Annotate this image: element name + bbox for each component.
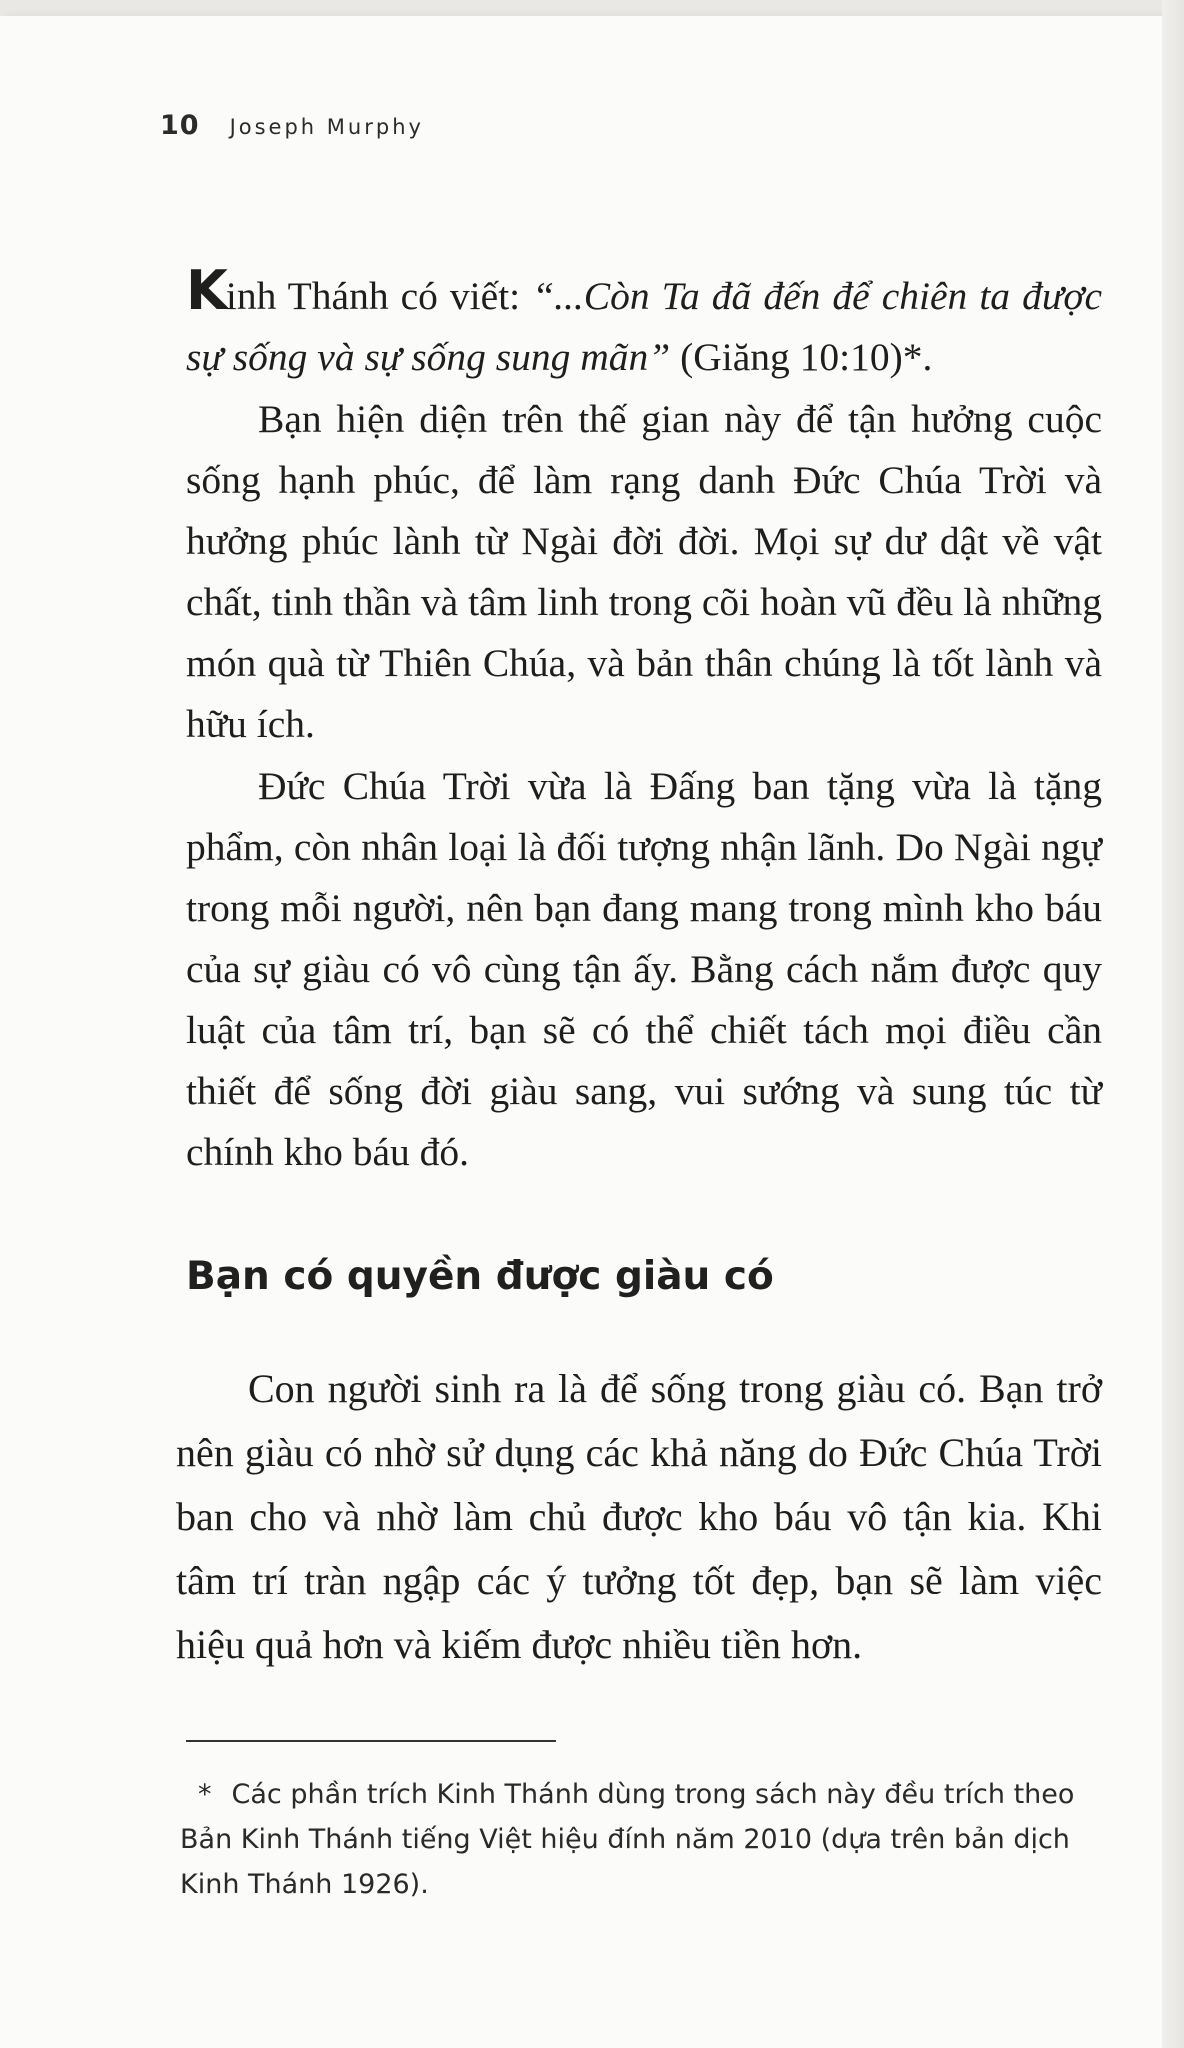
book-page bbox=[0, 16, 1164, 2048]
footnote-text: Các phần trích Kinh Thánh dùng trong sách này đều trích theo Bản Kinh Thánh tiếng Việt hiệu đính năm 2010 (dựa trên bản dịch Kinh Thánh 1926). bbox=[180, 1779, 1075, 1900]
page-number: 10 bbox=[160, 110, 200, 141]
scripture-citation: (Giăng 10:10)*. bbox=[670, 335, 933, 379]
section-paragraph: Con người sinh ra là để sống trong giàu có. Bạn trở nên giàu có nhờ sử dụng các khả năng do Đức Chúa Trời ban cho và nhờ làm chủ được kho báu vô tận kia. Khi tâm trí tràn ngập các ý tưởng tốt đẹp, bạn sẽ làm việc hiệu quả hơn và kiếm được nhiều tiền hơn. bbox=[176, 1366, 1102, 1667]
body-text bbox=[186, 259, 1102, 1183]
section-body bbox=[176, 1356, 1102, 1677]
footnote-mark: * bbox=[198, 1779, 212, 1810]
drop-cap: K bbox=[186, 259, 226, 322]
section-heading: Bạn có quyền được giàu có bbox=[186, 1254, 774, 1299]
paragraph: Đức Chúa Trời vừa là Đấng ban tặng vừa là tặng phẩm, còn nhân loại là đối tượng nhận lãnh. Do Ngài ngự trong mỗi người, nên bạn đang mang trong mình kho báu của sự giàu có vô cùng tận ấy. Bằng cách nắm được quy luật của tâm trí, bạn sẽ có thể chiết tách mọi điều cần thiết để sống đời giàu sang, vui sướng và sung túc từ chính kho báu đó. bbox=[186, 764, 1102, 1174]
footnote bbox=[180, 1772, 1106, 1907]
footnote-divider bbox=[186, 1740, 556, 1742]
scripture-quote: “...Còn Ta đã đến để chiên ta được sự sống và sự sống sung mãn” bbox=[186, 274, 1102, 379]
intro-lead: inh Thánh có viết: bbox=[225, 274, 533, 318]
page-edge bbox=[1162, 0, 1184, 2048]
author-name: Joseph Murphy bbox=[229, 115, 424, 139]
paragraph: Bạn hiện diện trên thế gian này để tận hưởng cuộc sống hạnh phúc, để làm rạng danh Đức Chúa Trời và hưởng phúc lành từ Ngài đời đời. Mọi sự dư dật về vật chất, tinh thần và tâm linh trong cõi hoàn vũ đều là những món quà từ Thiên Chúa, và bản thân chúng là tốt lành và hữu ích. bbox=[186, 397, 1102, 746]
intro-paragraph bbox=[186, 259, 1102, 388]
running-head bbox=[160, 110, 424, 141]
